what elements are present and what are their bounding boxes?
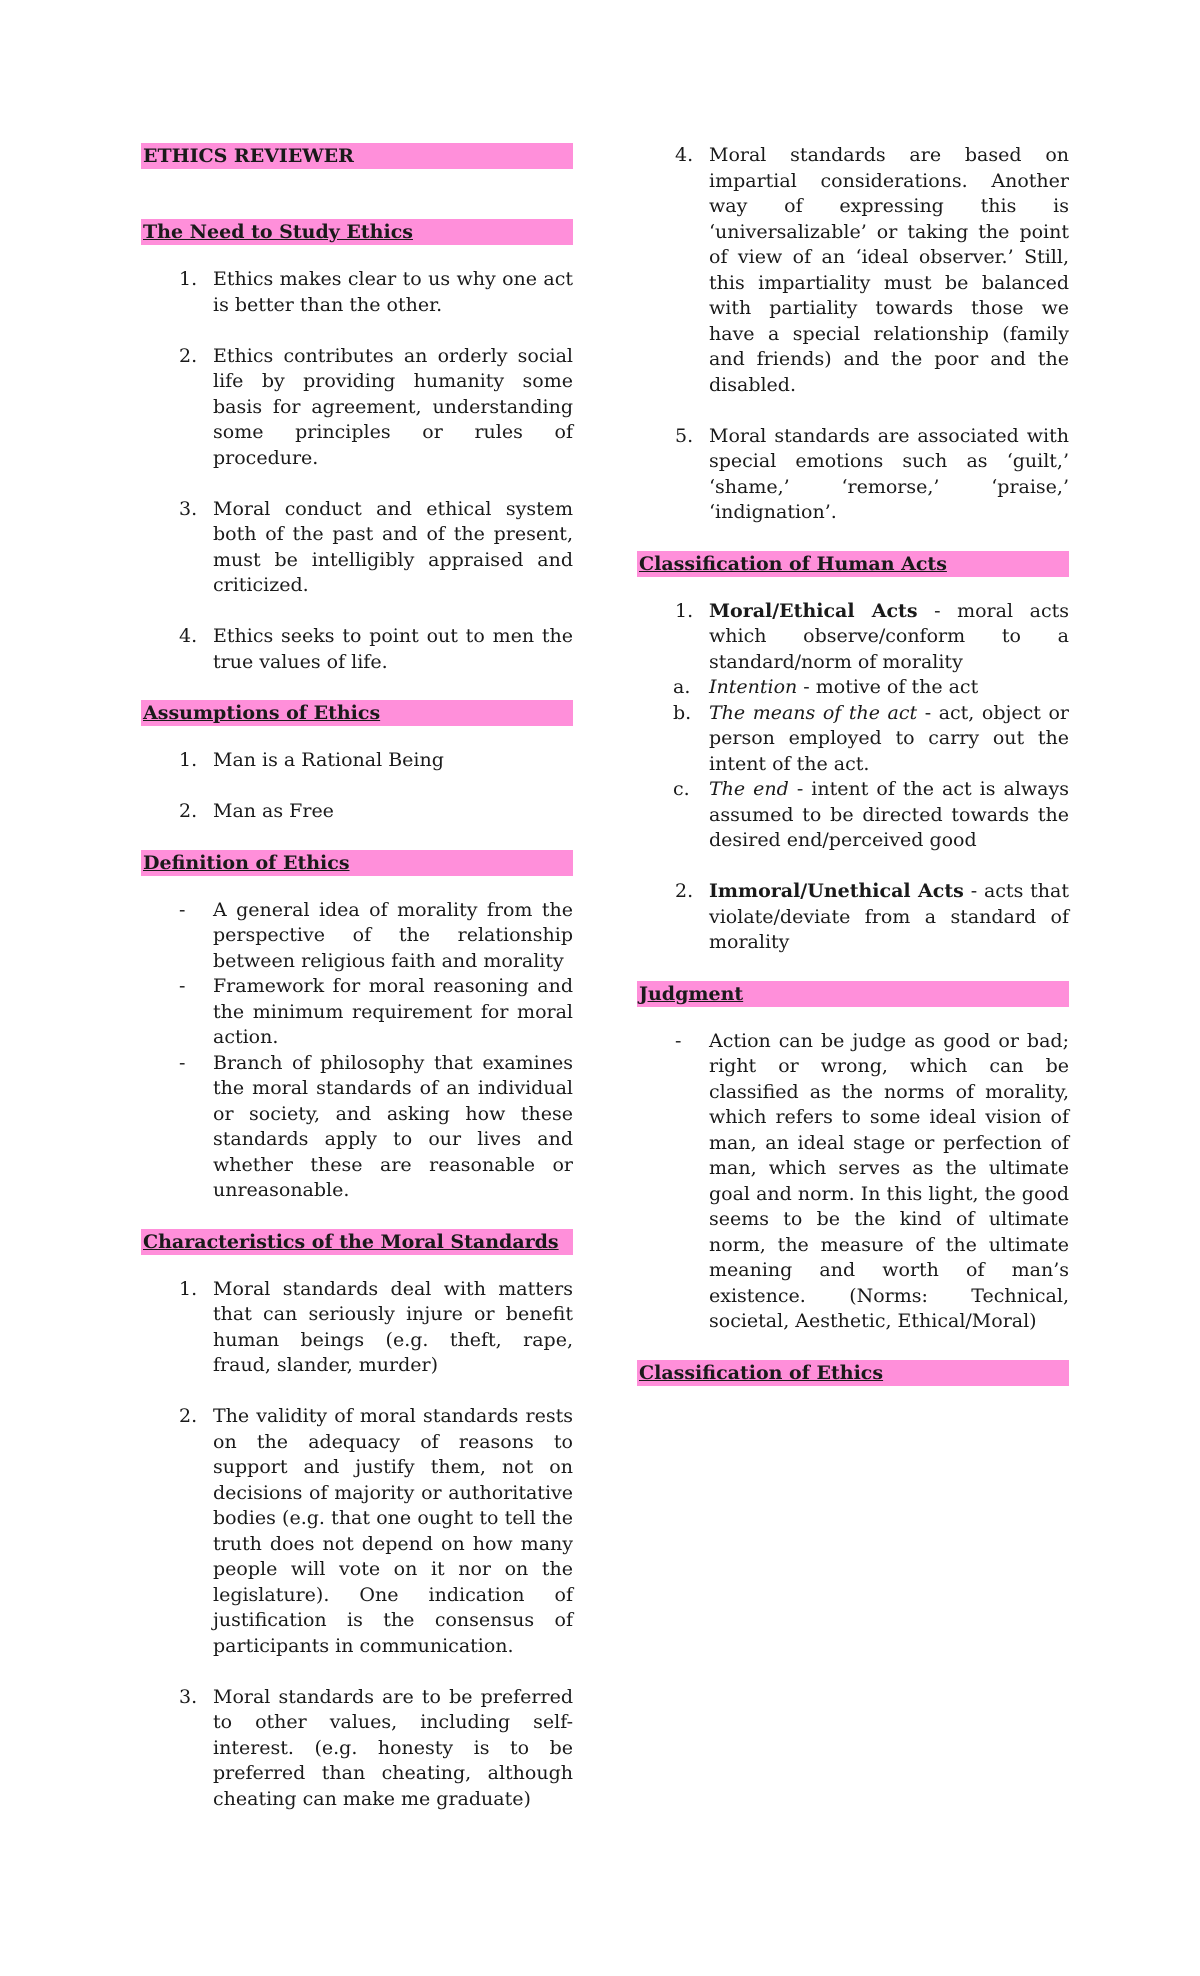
- list-item: 1. Moral standards deal with matters that can seriously injure or benefit human beings (e.g. theft, rape, fraud, slander, murder): [179, 1277, 573, 1376]
- list-item: 5. Moral standards are associated with special emotions such as ‘guilt,’ ‘shame,’ ‘remorse,’ ‘praise,’ ‘indignation’.: [675, 424, 1069, 523]
- list-item: 4. Ethics seeks to point out to men the true values of life.: [179, 625, 573, 673]
- list-item: 3. Moral standards are to be preferred to other values, including self-interest. (e.g. honesty is to be preferred than cheating, although cheating can make me graduate): [179, 1685, 573, 1810]
- sub-list-item: b. The means of the act - act, object or person employed to carry out the intent of the act.: [673, 701, 1069, 775]
- heading-characteristics: Characteristics of the Moral Standards: [141, 1229, 573, 1255]
- right-column: [637, 143, 1069, 1408]
- list-item: 4. Moral standards are based on impartial considerations. Another way of expressing this is ‘universalizable’ or taking the point of view of an ‘ideal observer.’ Still, this impartiality must be balanced with partiality towards those we have a special relationship (family and friends) and the poor and the disabled.: [675, 144, 1069, 396]
- document-title: ETHICS REVIEWER: [141, 143, 573, 169]
- list-item: - A general idea of morality from the perspective of the relationship between religious faith and morality: [179, 898, 573, 972]
- list-item: 3. Moral conduct and ethical system both of the past and of the present, must be intelligibly appraised and criticized.: [179, 497, 573, 596]
- list-item: 2. Man as Free: [179, 800, 334, 822]
- sub-list: [637, 675, 1069, 854]
- heading-need-to-study: The Need to Study Ethics: [141, 219, 573, 245]
- assumptions-list: [141, 748, 573, 825]
- classification-acts-list: [637, 599, 1069, 956]
- left-column: [141, 143, 573, 1837]
- heading-classification-ethics: Classification of Ethics: [637, 1360, 1069, 1386]
- heading-classification-acts: Classification of Human Acts: [637, 551, 1069, 577]
- heading-definition: Definition of Ethics: [141, 850, 573, 876]
- sub-list-item: c. The end - intent of the act is always assumed to be directed towards the desired end/perceived good: [673, 778, 1069, 851]
- list-item: 2. The validity of moral standards rests on the adequacy of reasons to support and justify them, not on decisions of majority or authoritative bodies (e.g. that one ought to tell the truth does not depend on how many people will vote on it nor on the legislature). One indication of justification is the consensus of participants in communication.: [179, 1405, 573, 1657]
- heading-assumptions: Assumptions of Ethics: [141, 700, 573, 726]
- list-item: - Framework for moral reasoning and the minimum requirement for moral action.: [179, 975, 573, 1048]
- list-item: 1. Ethics makes clear to us why one act is better than the other.: [179, 268, 573, 316]
- characteristics-list-continued: [637, 143, 1069, 526]
- list-item: - Branch of philosophy that examines the moral standards of an individual or society, and asking how these standards apply to our lives and whether these are reasonable or unreasonable.: [179, 1051, 573, 1201]
- heading-judgment: Judgment: [637, 981, 1069, 1007]
- list-item: 1. Moral/Ethical Acts - moral acts which observe/conform to a standard/norm of morality: [675, 599, 1069, 673]
- list-item: 2. Ethics contributes an orderly social life by providing humanity some basis for agreement, understanding some principles or rules of procedure.: [179, 344, 573, 469]
- list-item: 1. Man is a Rational Being: [179, 749, 444, 771]
- sub-list-item: a. Intention - motive of the act: [673, 676, 979, 698]
- judgment-list: [637, 1029, 1069, 1335]
- need-list: [141, 267, 573, 675]
- definition-list: [141, 898, 573, 1204]
- list-item: - Action can be judge as good or bad; right or wrong, which can be classified as the norms of morality, which refers to some ideal vision of man, an ideal stage or perfection of man, which serves as the ultimate goal and norm. In this light, the good seems to be the kind of ultimate norm, the measure of the ultimate meaning and worth of man’s existence. (Norms: Technical, societal, Aesthetic, Ethical/Moral): [675, 1029, 1069, 1332]
- list-item: 2. Immoral/Unethical Acts - acts that violate/deviate from a standard of morality: [675, 880, 1069, 953]
- characteristics-list: [141, 1277, 573, 1813]
